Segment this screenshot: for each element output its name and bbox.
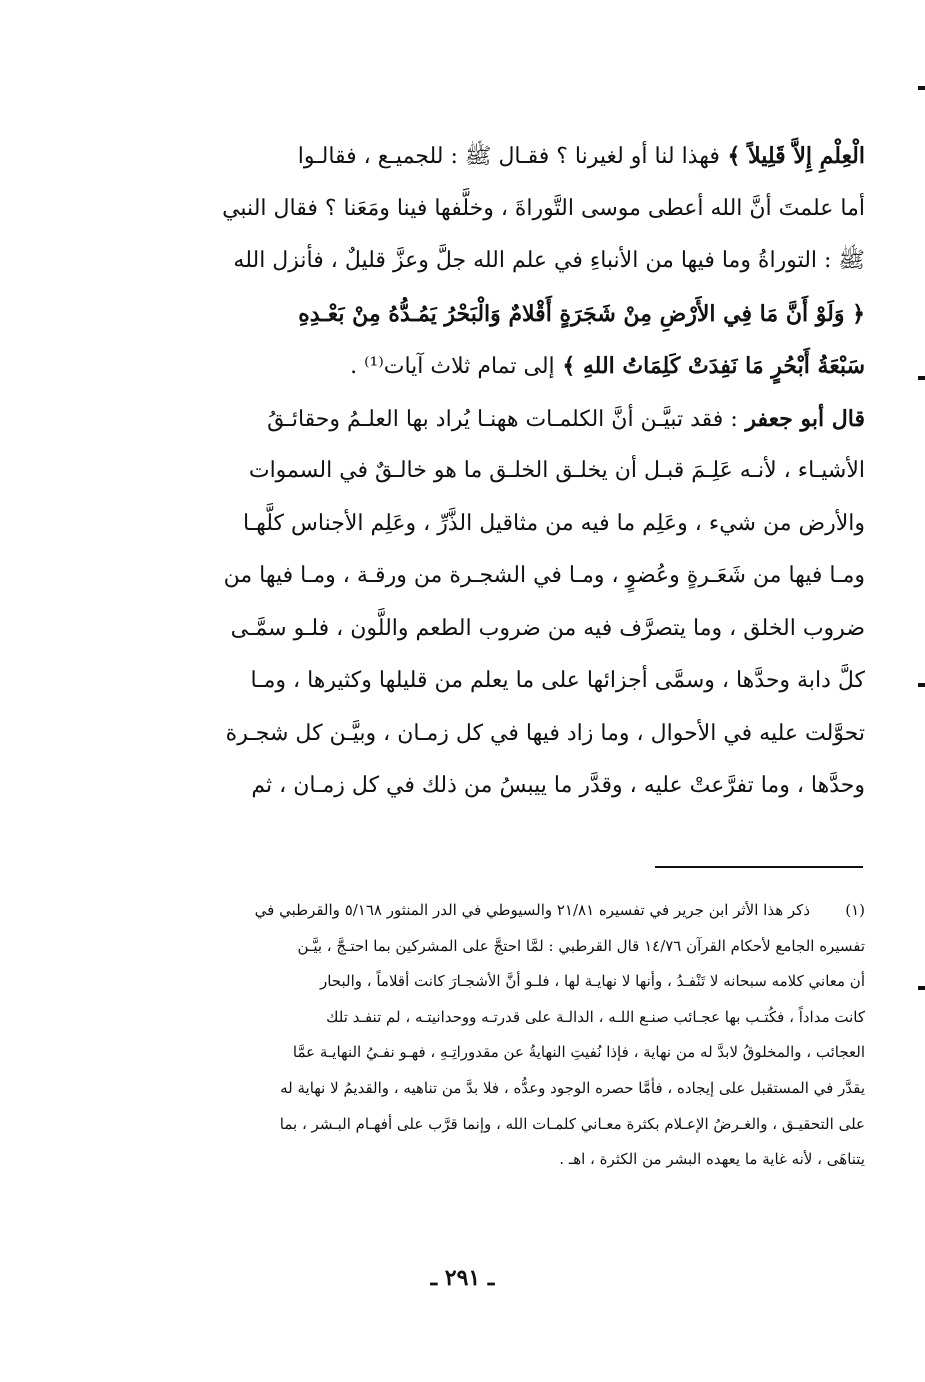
margin-mark xyxy=(918,986,925,990)
text-segment: فهذا لنا أو لغيرنا ؟ فقـال ﷺ : للجميـع ، فقالـوا xyxy=(297,144,720,169)
margin-mark xyxy=(918,86,925,90)
footnote-line xyxy=(100,929,865,965)
footnote-separator xyxy=(655,866,863,868)
text-segment: ﷺ : التوراةُ وما فيها من الأنباءِ في علم الله جلَّ وعزَّ قليلٌ ، فأنزل الله xyxy=(233,248,865,273)
text-line xyxy=(100,550,865,603)
footnote-line xyxy=(100,1107,865,1143)
text-segment: ضروب الخلق ، وما يتصرَّف فيه من ضروب الطعم واللَّون ، فلـو سمَّـى xyxy=(230,615,865,641)
footnote-text: كانت مداداً ، فكُتـب بها عجـائب صنـع اللـه ، الدالـة على قدرتـه ووحدانيتـه ، لم تنفـد تلك xyxy=(326,1007,865,1026)
text-line xyxy=(100,445,865,498)
footnote-text: ذكر هذا الأثر ابن جرير في تفسيره ٢١/٨١ والسيوطي في الدر المنثور ٥/١٦٨ والقرطبي في xyxy=(254,901,810,919)
footnote-line xyxy=(100,893,865,929)
emphasized-text: ﴿ وَلَوْ أَنَّ مَا فِي الأَرْضِ مِنْ شَجَرَةٍ أَقْلامٌ وَالْبَحْرُ يَمُـدُّهُ مِنْ بَعْـدِهِ xyxy=(298,300,865,327)
footnote-text: أن معاني كلامه سبحانه لا تَنْفـدُ ، وأنها لا نهايـة لها ، فلـو أنَّ الأشجـارَ كانت أقلاماً ، والبحار xyxy=(319,972,865,991)
text-segment: وحدَّها ، وما تفرَّعتْ عليه ، وقدَّر ما ييبسُ من ذلك في كل زمـان ، ثم xyxy=(251,773,865,798)
footnote-line xyxy=(100,1000,865,1036)
text-segment: كلَّ دابة وحدَّها ، وسمَّى أجزائها على ما يعلم من قليلها وكثيرها ، ومـا xyxy=(250,668,865,693)
main-text-block xyxy=(100,130,865,813)
footnote-marker: (١) xyxy=(845,901,865,919)
text-line xyxy=(100,235,865,288)
emphasized-text: سَبْعَةُ أَبْحُرٍ مَا نَفِدَتْ كَلِمَاتُ اللهِ ﴾ xyxy=(554,353,865,379)
footnote-text: العجائب ، والمخلوقُ لابدَّ له من نهاية ، فإذا نُفيتِ النهايةُ عن مقدوراتِـهِ ، فهـو نفـيُ النهايـة عمَّا xyxy=(292,1043,865,1062)
text-line xyxy=(100,655,865,708)
footnote-text: يقدَّر في المستقبل على إيجاده ، فأمَّا حصره الوجود وعدُّه ، فلا بدَّ من تناهيه ، والقديمُ لا نهاية له xyxy=(280,1078,865,1097)
margin-mark xyxy=(918,376,925,380)
footnote-text: على التحقيـق ، والغـرضُ الإعـلام بكثرة معـاني كلمـات الله ، وإنما قرَّب على أفهـام البـشر ، بما xyxy=(279,1114,865,1133)
text-segment: ومـا فيها من شَعَـرةٍ وعُضوٍ ، ومـا في الشجـرة من ورقـة ، ومـا فيها من xyxy=(223,563,865,588)
text-line xyxy=(100,183,865,236)
text-segment: الأشيـاء ، لأنـه عَلِـمَ قبـل أن يخلـق الخلـق ما هو خالـقٌ في السموات xyxy=(248,458,865,483)
margin-mark xyxy=(918,683,925,687)
text-segment: : فقد تبيَّـن أنَّ الكلمـات ههنـا يُراد بها العلـمُ وحقائـقُ xyxy=(267,406,738,432)
emphasized-text: الْعِلْمِ إِلاَّ قَلِيلاً ﴾ xyxy=(719,143,865,169)
emphasized-text: قال أبو جعفر xyxy=(737,405,865,432)
text-segment: أما علمتَ أنَّ الله أعطى موسى التَّوراةَ ، وخلَّفها فينا ومَعَنا ؟ فقال النبي xyxy=(222,195,865,221)
text-line xyxy=(100,498,865,551)
footnote-line xyxy=(100,1035,865,1071)
text-segment: إلى تمام ثلاث آيات⁽¹⁾ . xyxy=(350,354,555,379)
footnote-line xyxy=(100,1071,865,1107)
text-line xyxy=(100,760,865,813)
footnote-line xyxy=(100,1142,865,1178)
footnote-text: يتناهَى ، لأنه غاية ما يعهده البشر من الكثرة ، اهـ . xyxy=(559,1150,865,1169)
text-line xyxy=(100,393,865,446)
footnotes-block xyxy=(100,893,865,1178)
text-line xyxy=(100,130,865,183)
page-number: ـ ٢٩١ ـ xyxy=(430,1265,495,1291)
text-segment: والأرض من شيء ، وعَلِم ما فيه من مثاقيل الذَّرِّ ، وعَلِم الأجناس كلَّهـا xyxy=(242,510,865,536)
text-line xyxy=(100,603,865,656)
text-line xyxy=(100,340,865,393)
footnote-text: تفسيره الجامع لأحكام القرآن ١٤/٧٦ قال القرطبي : لمَّا احتجَّ على المشركين بما احتـجَّ ، بيَّـن xyxy=(297,936,865,955)
footnote-line xyxy=(100,964,865,1000)
text-line xyxy=(100,708,865,761)
text-segment: تحوَّلت عليه في الأحوال ، وما زاد فيها في كل زمـان ، وبيَّـن كل شجـرة xyxy=(225,720,865,746)
text-line xyxy=(100,288,865,341)
